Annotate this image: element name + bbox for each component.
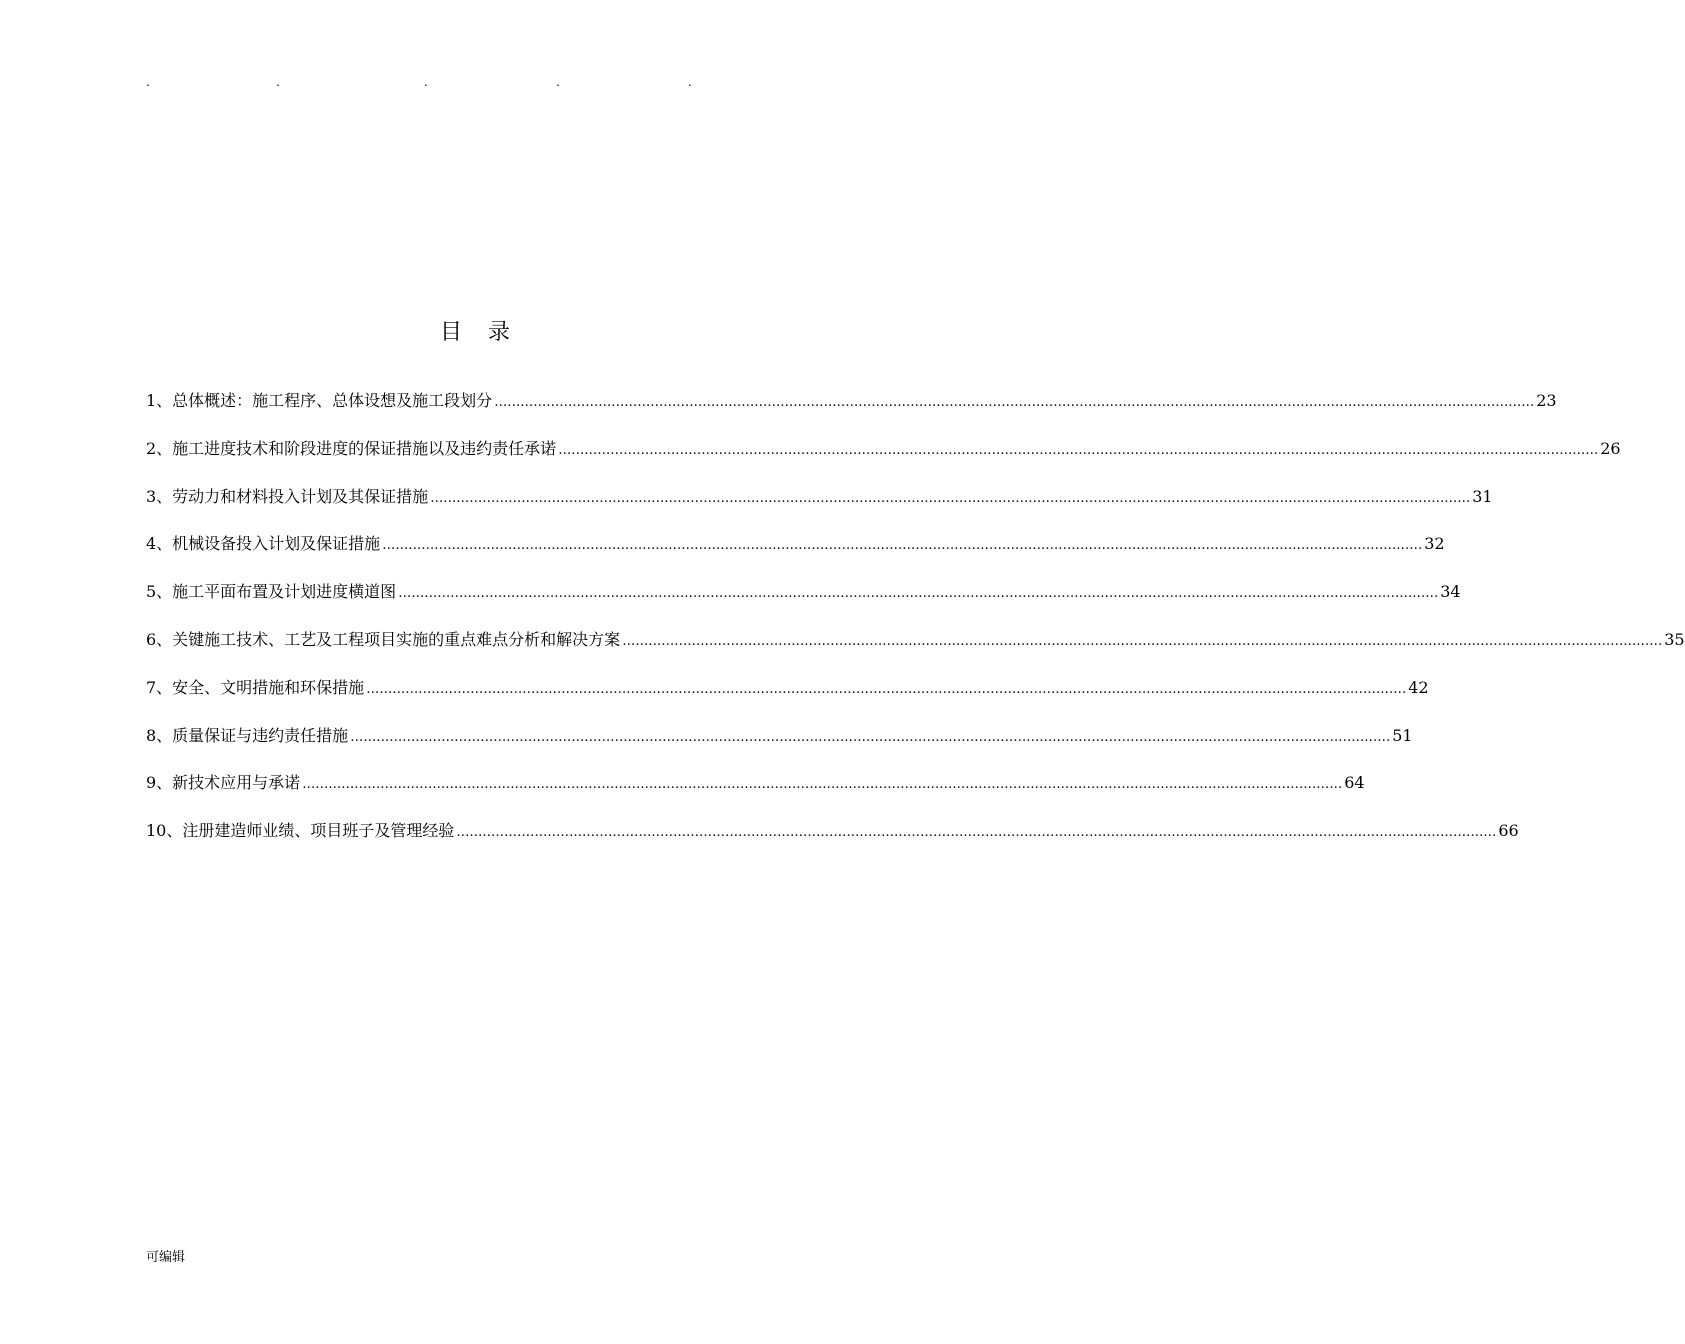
footer-note: 可编辑 bbox=[146, 1250, 186, 1265]
toc-entry-page: 42 bbox=[1408, 677, 1429, 697]
toc-entry-label: 5、施工平面布置及计划进度横道图 bbox=[146, 582, 397, 602]
toc-entry-label: 2、施工进度技术和阶段进度的保证措施以及违约责任承诺 bbox=[146, 438, 557, 458]
toc-entry-5[interactable] bbox=[146, 577, 1461, 625]
toc-entry-label: 6、关键施工技术、工艺及工程项目实施的重点难点分析和解决方案 bbox=[146, 629, 621, 649]
toc-entry-page: 35 bbox=[1664, 629, 1685, 649]
toc-entry-page: 31 bbox=[1472, 486, 1493, 506]
toc-leader-dots: …………………………………………………………………………………………………………………………………………………………………………………………………………………… bbox=[366, 681, 1407, 697]
toc-entry-page: 26 bbox=[1600, 438, 1621, 458]
toc-entry-3[interactable] bbox=[146, 482, 1493, 530]
toc-entry-page: 32 bbox=[1424, 534, 1445, 554]
toc-entry-page: 66 bbox=[1498, 821, 1519, 841]
toc-leader-dots: …………………………………………………………………………………………………………………………………………………………………………………………………………………… bbox=[350, 729, 1391, 745]
header-dot: . bbox=[276, 75, 280, 89]
toc-leader-dots: …………………………………………………………………………………………………………………………………………………………………………………………………………………… bbox=[622, 633, 1663, 649]
toc-entry-label: 4、机械设备投入计划及保证措施 bbox=[146, 534, 381, 554]
toc-title: 目录 bbox=[439, 320, 536, 345]
toc-entry-page: 23 bbox=[1536, 391, 1557, 410]
toc-entry-1[interactable] bbox=[146, 386, 1557, 434]
header-dot: . bbox=[424, 75, 428, 89]
header-dots bbox=[0, 72, 950, 92]
toc-leader-dots: …………………………………………………………………………………………………………………………………………………………………………………………………………………… bbox=[302, 777, 1343, 793]
toc-entry-page: 34 bbox=[1440, 582, 1461, 602]
header-dot: . bbox=[688, 75, 692, 89]
toc-list bbox=[146, 386, 1685, 864]
toc-entry-page: 64 bbox=[1344, 773, 1365, 793]
toc-leader-dots: …………………………………………………………………………………………………………………………………………………………………………………………………………………… bbox=[430, 490, 1471, 506]
toc-entry-label: 7、安全、文明措施和环保措施 bbox=[146, 677, 365, 697]
toc-entry-6[interactable] bbox=[146, 625, 1685, 673]
toc-leader-dots: …………………………………………………………………………………………………………………………………………………………………………………………………………………… bbox=[398, 586, 1439, 602]
toc-entry-10[interactable] bbox=[146, 816, 1519, 864]
toc-entry-label: 10、注册建造师业绩、项目班子及管理经验 bbox=[146, 821, 455, 841]
toc-entry-label: 3、劳动力和材料投入计划及其保证措施 bbox=[146, 486, 429, 506]
toc-leader-dots: …………………………………………………………………………………………………………………………………………………………………………………………………………………… bbox=[558, 442, 1599, 458]
toc-leader-dots: …………………………………………………………………………………………………………………………………………………………………………………………………………………… bbox=[382, 538, 1423, 554]
header-dot: . bbox=[146, 75, 150, 89]
toc-entry-2[interactable] bbox=[146, 434, 1621, 482]
toc-entry-4[interactable] bbox=[146, 529, 1445, 577]
toc-entry-7[interactable] bbox=[146, 673, 1429, 721]
toc-entry-8[interactable] bbox=[146, 721, 1413, 769]
toc-leader-dots: …………………………………………………………………………………………………………………………………………………………………………………………………………………… bbox=[456, 825, 1497, 841]
toc-entry-page: 51 bbox=[1392, 725, 1413, 745]
toc-entry-9[interactable] bbox=[146, 768, 1365, 816]
toc-entry-label: 1、总体概述：施工程序、总体设想及施工段划分 bbox=[146, 391, 493, 410]
toc-entry-label: 8、质量保证与违约责任措施 bbox=[146, 725, 349, 745]
toc-leader-dots: …………………………………………………………………………………………………………………………………………………………………………………………………………………… bbox=[494, 395, 1535, 410]
toc-entry-label: 9、新技术应用与承诺 bbox=[146, 773, 301, 793]
header-dot: . bbox=[556, 75, 560, 89]
